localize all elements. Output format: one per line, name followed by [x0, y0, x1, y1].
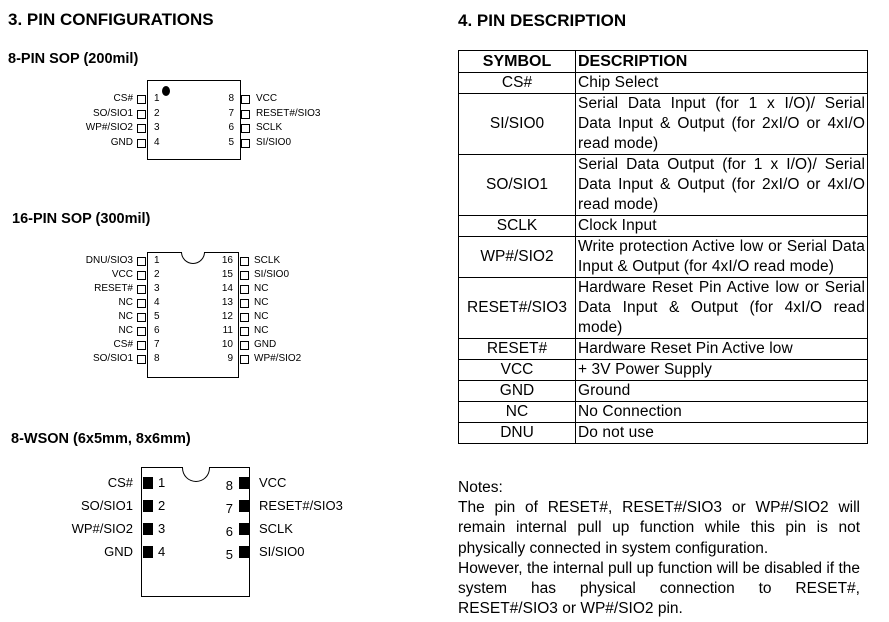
pin-number: 3 — [158, 521, 166, 536]
notes-heading: Notes: — [458, 479, 503, 496]
pin-symbol: RESET#/SIO3 — [459, 278, 576, 339]
pin-pad-filled — [143, 546, 153, 558]
pin-pad — [137, 124, 146, 133]
pin-label: GND — [110, 136, 133, 148]
pin-number: 6 — [228, 122, 234, 133]
wson-title: 8-WSON (6x5mm, 8x6mm) — [11, 431, 191, 447]
pin-symbol: DNU — [459, 423, 576, 444]
pin-pad — [240, 327, 249, 336]
pin-number: 5 — [225, 547, 233, 562]
pin-pad-filled — [239, 477, 249, 489]
pin-label: CS# — [113, 93, 133, 104]
pin-pad — [137, 271, 146, 280]
pin-label: NC — [254, 297, 269, 308]
pin-label: RESET#/SIO3 — [256, 107, 321, 119]
table-row — [459, 381, 868, 402]
pin-description: Serial Data Output (for 1 x I/O)/ Serial Data Input & Output (for 2xI/O or 4xI/O read mode) — [576, 155, 868, 216]
pin-label: WP#/SIO2 — [85, 122, 133, 133]
pin-pad — [137, 327, 146, 336]
pin-number: 2 — [158, 498, 166, 513]
pin-pad — [241, 124, 250, 133]
sop16-title: 16-PIN SOP (300mil) — [12, 211, 151, 227]
pin-number: 8 — [228, 93, 234, 104]
notes-paragraph-1: The pin of RESET#, RESET#/SIO3 or WP#/SIO2 will remain internal pull up function while this pin is not physically connected in system configuration. — [458, 499, 860, 557]
pin-number: 9 — [227, 353, 233, 364]
pin-number: 6 — [154, 325, 160, 336]
pin-number: 2 — [154, 107, 160, 119]
pin-pad — [137, 257, 146, 266]
pin-label: RESET#/SIO3 — [259, 498, 343, 513]
pin-pad — [137, 110, 146, 119]
pin-label: CS# — [107, 475, 133, 490]
pin-symbol: WP#/SIO2 — [459, 237, 576, 278]
pin-pad — [240, 355, 249, 364]
pin-pad — [137, 285, 146, 294]
pin-label: VCC — [259, 475, 287, 490]
pin-label: SO/SIO1 — [92, 353, 133, 364]
pin-label: WP#/SIO2 — [71, 521, 133, 536]
pin-label: SO/SIO1 — [80, 498, 133, 513]
pin-symbol: SO/SIO1 — [459, 155, 576, 216]
notes — [458, 478, 860, 619]
pin-pad — [137, 95, 146, 104]
table-row — [459, 237, 868, 278]
pin-number: 10 — [221, 339, 233, 350]
pin-number: 4 — [154, 136, 160, 148]
pin-label: SI/SIO0 — [259, 544, 305, 559]
pin-description: Hardware Reset Pin Active low or Serial Data Input & Output (for 4xI/O read mode) — [576, 278, 868, 339]
pin-pad — [137, 299, 146, 308]
pin-number: 4 — [154, 297, 160, 308]
pin-label: DNU/SIO3 — [85, 255, 133, 266]
pin-number: 13 — [221, 297, 233, 308]
pin-pad-filled — [239, 546, 249, 558]
pin-symbol: VCC — [459, 360, 576, 381]
sop8-package — [147, 80, 241, 160]
pin-number: 6 — [225, 524, 233, 539]
pin-symbol: CS# — [459, 73, 576, 94]
pin-pad-filled — [143, 523, 153, 535]
pin-number: 5 — [154, 311, 160, 322]
pin-pad — [241, 95, 250, 104]
table-row — [459, 339, 868, 360]
pin-number: 7 — [228, 107, 234, 119]
pin-pad — [240, 257, 249, 266]
pin-label: SCLK — [259, 521, 293, 536]
pin-description: + 3V Power Supply — [576, 360, 868, 381]
pin-symbol: SCLK — [459, 216, 576, 237]
pin1-marker-icon — [162, 86, 170, 96]
pin-symbol: SI/SIO0 — [459, 94, 576, 155]
pin-description: Do not use — [576, 423, 868, 444]
pin-number: 1 — [154, 93, 160, 104]
table-row — [459, 155, 868, 216]
pin-pad — [137, 341, 146, 350]
pin-label: SCLK — [254, 255, 281, 266]
pin-label: NC — [254, 283, 269, 294]
pin-description: Ground — [576, 381, 868, 402]
header-description: DESCRIPTION — [576, 51, 868, 73]
pin-label: SO/SIO1 — [92, 107, 133, 119]
pin-pad-filled — [143, 500, 153, 512]
pin-description: Write protection Active low or Serial Data Input & Output (for 4xI/O read mode) — [576, 237, 868, 278]
pin-description-table — [458, 50, 868, 444]
pin-label: SI/SIO0 — [256, 136, 292, 148]
pin-pad — [137, 313, 146, 322]
pin-symbol: NC — [459, 402, 576, 423]
pin-pad — [241, 139, 250, 148]
pin-pad — [137, 355, 146, 364]
pin-pad — [241, 110, 250, 119]
pin-number: 1 — [154, 255, 160, 266]
notch-icon — [181, 252, 205, 264]
pin-label: NC — [118, 311, 133, 322]
table-row — [459, 402, 868, 423]
pin-number: 3 — [154, 122, 160, 133]
pin-label: SCLK — [256, 122, 283, 133]
pin-description: Serial Data Input (for 1 x I/O)/ Serial Data Input & Output (for 2xI/O or 4xI/O read mode) — [576, 94, 868, 155]
pin-label: GND — [254, 339, 277, 350]
pin-number: 14 — [221, 283, 233, 294]
pin-description: Clock Input — [576, 216, 868, 237]
table-row — [459, 423, 868, 444]
table-row — [459, 73, 868, 94]
pin-pad-filled — [143, 477, 153, 489]
pin-symbol: RESET# — [459, 339, 576, 360]
pin-label: NC — [254, 325, 269, 336]
pin-number: 5 — [228, 136, 234, 148]
pin-label: VCC — [111, 269, 133, 280]
table-row — [459, 94, 868, 155]
pin-number: 3 — [154, 283, 160, 294]
pin-number: 8 — [154, 353, 160, 364]
pin-number: 2 — [154, 269, 160, 280]
section-title-pin-configurations: 3. PIN CONFIGURATIONS — [8, 10, 214, 29]
pin-label: SI/SIO0 — [254, 269, 290, 280]
pin-label: RESET# — [94, 283, 133, 294]
table-row — [459, 278, 868, 339]
pin-number: 11 — [222, 325, 233, 336]
pin-number: 8 — [225, 478, 233, 493]
pin-number: 15 — [221, 269, 233, 280]
pin-pad — [137, 139, 146, 148]
pin-pad — [240, 313, 249, 322]
pin-pad — [240, 285, 249, 294]
pin-number: 4 — [158, 544, 166, 559]
header-symbol: SYMBOL — [459, 51, 576, 73]
pin-label: NC — [118, 325, 133, 336]
pin-pad — [240, 341, 249, 350]
table-row — [459, 360, 868, 381]
pin-description: Chip Select — [576, 73, 868, 94]
sop8-title: 8-PIN SOP (200mil) — [8, 51, 139, 67]
pin-label: GND — [104, 544, 133, 559]
pin-number: 16 — [221, 255, 233, 266]
pin-number: 1 — [158, 475, 166, 490]
pin-pad-filled — [239, 523, 249, 535]
section-title-pin-description: 4. PIN DESCRIPTION — [458, 11, 627, 30]
pin-pad — [240, 271, 249, 280]
pin-symbol: GND — [459, 381, 576, 402]
pin-label: VCC — [256, 93, 278, 104]
pin-description: No Connection — [576, 402, 868, 423]
pin-number: 7 — [225, 501, 233, 516]
table-row — [459, 216, 868, 237]
pin-label: WP#/SIO2 — [254, 353, 302, 364]
pin-number: 7 — [154, 339, 160, 350]
pin-label: CS# — [113, 339, 133, 350]
pin-pad-filled — [239, 500, 249, 512]
pin-pad — [240, 299, 249, 308]
pin-number: 12 — [221, 311, 233, 322]
pin-label: NC — [254, 311, 269, 322]
notch-icon — [182, 467, 210, 482]
pin-description: Hardware Reset Pin Active low — [576, 339, 868, 360]
notes-paragraph-2: However, the internal pull up function will be disabled if the system has physical connection to RESET#, RESET#/SIO3 or WP#/SIO2 pin. — [458, 559, 860, 618]
pin-label: NC — [118, 297, 133, 308]
